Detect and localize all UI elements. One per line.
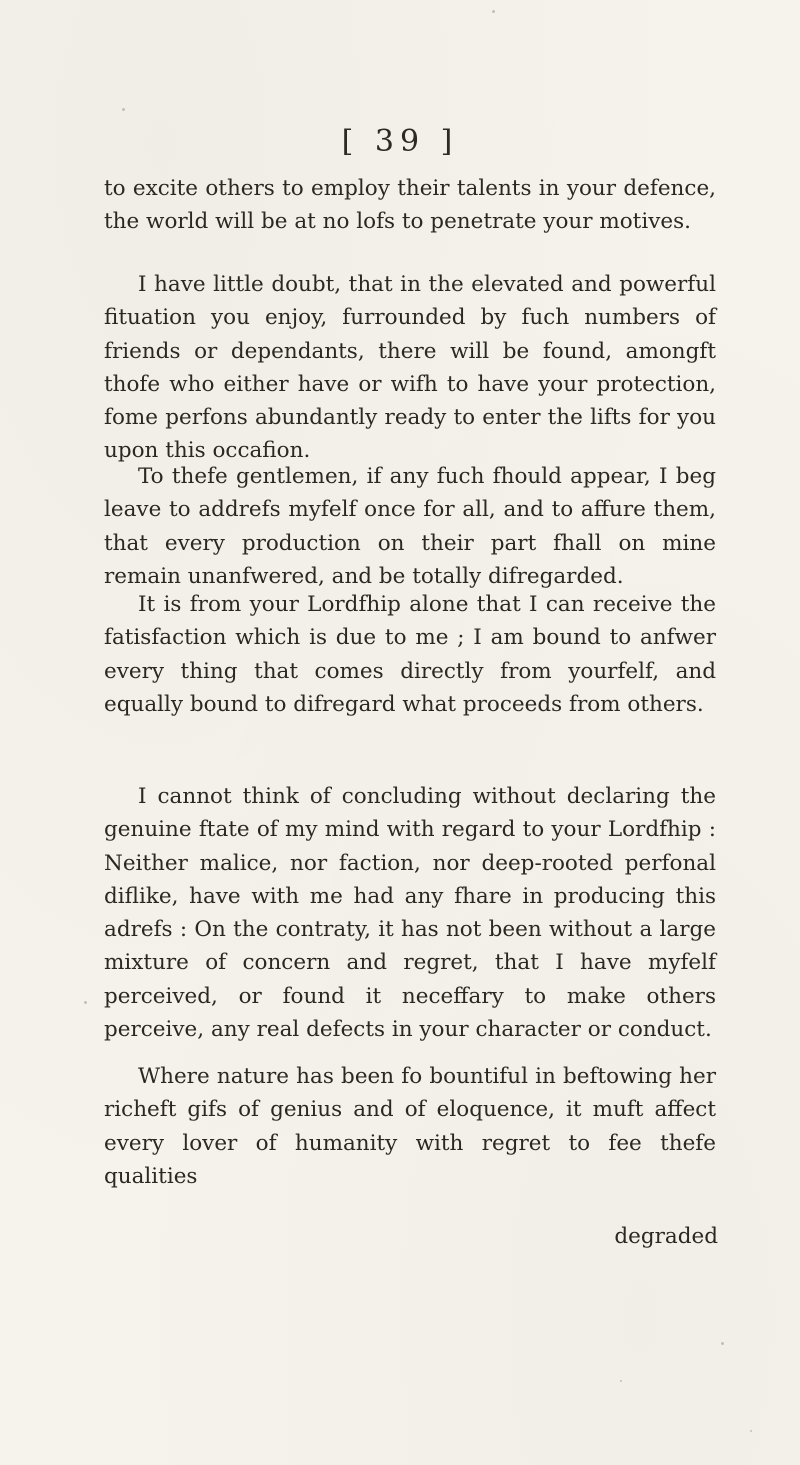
paragraph-text: It is from your Lordfhip alone that I can receive the fatisfaction which is due to me ; I am bound to anfwer every thing that comes directly from yourfelf, and equally bound to difregard what proceeds from others.: [104, 592, 716, 717]
paper-speck: [492, 10, 495, 13]
paper-speck: [84, 1001, 87, 1004]
paragraph-text: to excite others to employ their talents in your defence, the world will be at no lofs to penetrate your motives.: [104, 176, 716, 235]
page-number: [ 39 ]: [341, 124, 459, 159]
paragraph-5: [104, 780, 716, 1046]
paragraph-4: [104, 588, 716, 721]
paragraph-6: [104, 1060, 716, 1193]
catchword: degraded: [614, 1224, 718, 1249]
paragraph-text: I have little doubt, that in the elevated and powerful fituation you enjoy, furrounded by fuch numbers of friends or dependants, there will be found, amongft thofe who either have or wifh to have your protection, fome perfons abundantly ready to enter the lifts for you upon this occafion.: [104, 272, 716, 464]
paper-speck: [721, 1342, 724, 1345]
paragraph-text: I cannot think of concluding without declaring the genuine ftate of my mind with regard to your Lordfhip : Neither malice, nor faction, nor deep-rooted perfonal diflike, have with me had any fhare in producing this adrefs : On the contraty, it has not been without a large mixture of concern and regret, that I have myfelf perceived, or found it neceffary to make others perceive, any real defects in your character or conduct.: [104, 784, 716, 1043]
paper-speck: [620, 1380, 622, 1382]
paragraph-text: Where nature has been fo bountiful in beftowing her richeft gifs of genius and of eloquence, it muft affect every lover of humanity with regret to fee thefe qualities: [104, 1064, 716, 1189]
paper-speck: [122, 108, 125, 111]
paragraph-text: To thefe gentlemen, if any fuch fhould appear, I beg leave to addrefs myfelf once for all, and to affure them, that every production on their part fhall on mine remain unanfwered, and be totally difregarded.: [104, 464, 716, 589]
paragraph-3: [104, 460, 716, 593]
paragraph-1: [104, 172, 716, 239]
paragraph-2: [104, 268, 716, 468]
paper-speck: [750, 1430, 752, 1432]
